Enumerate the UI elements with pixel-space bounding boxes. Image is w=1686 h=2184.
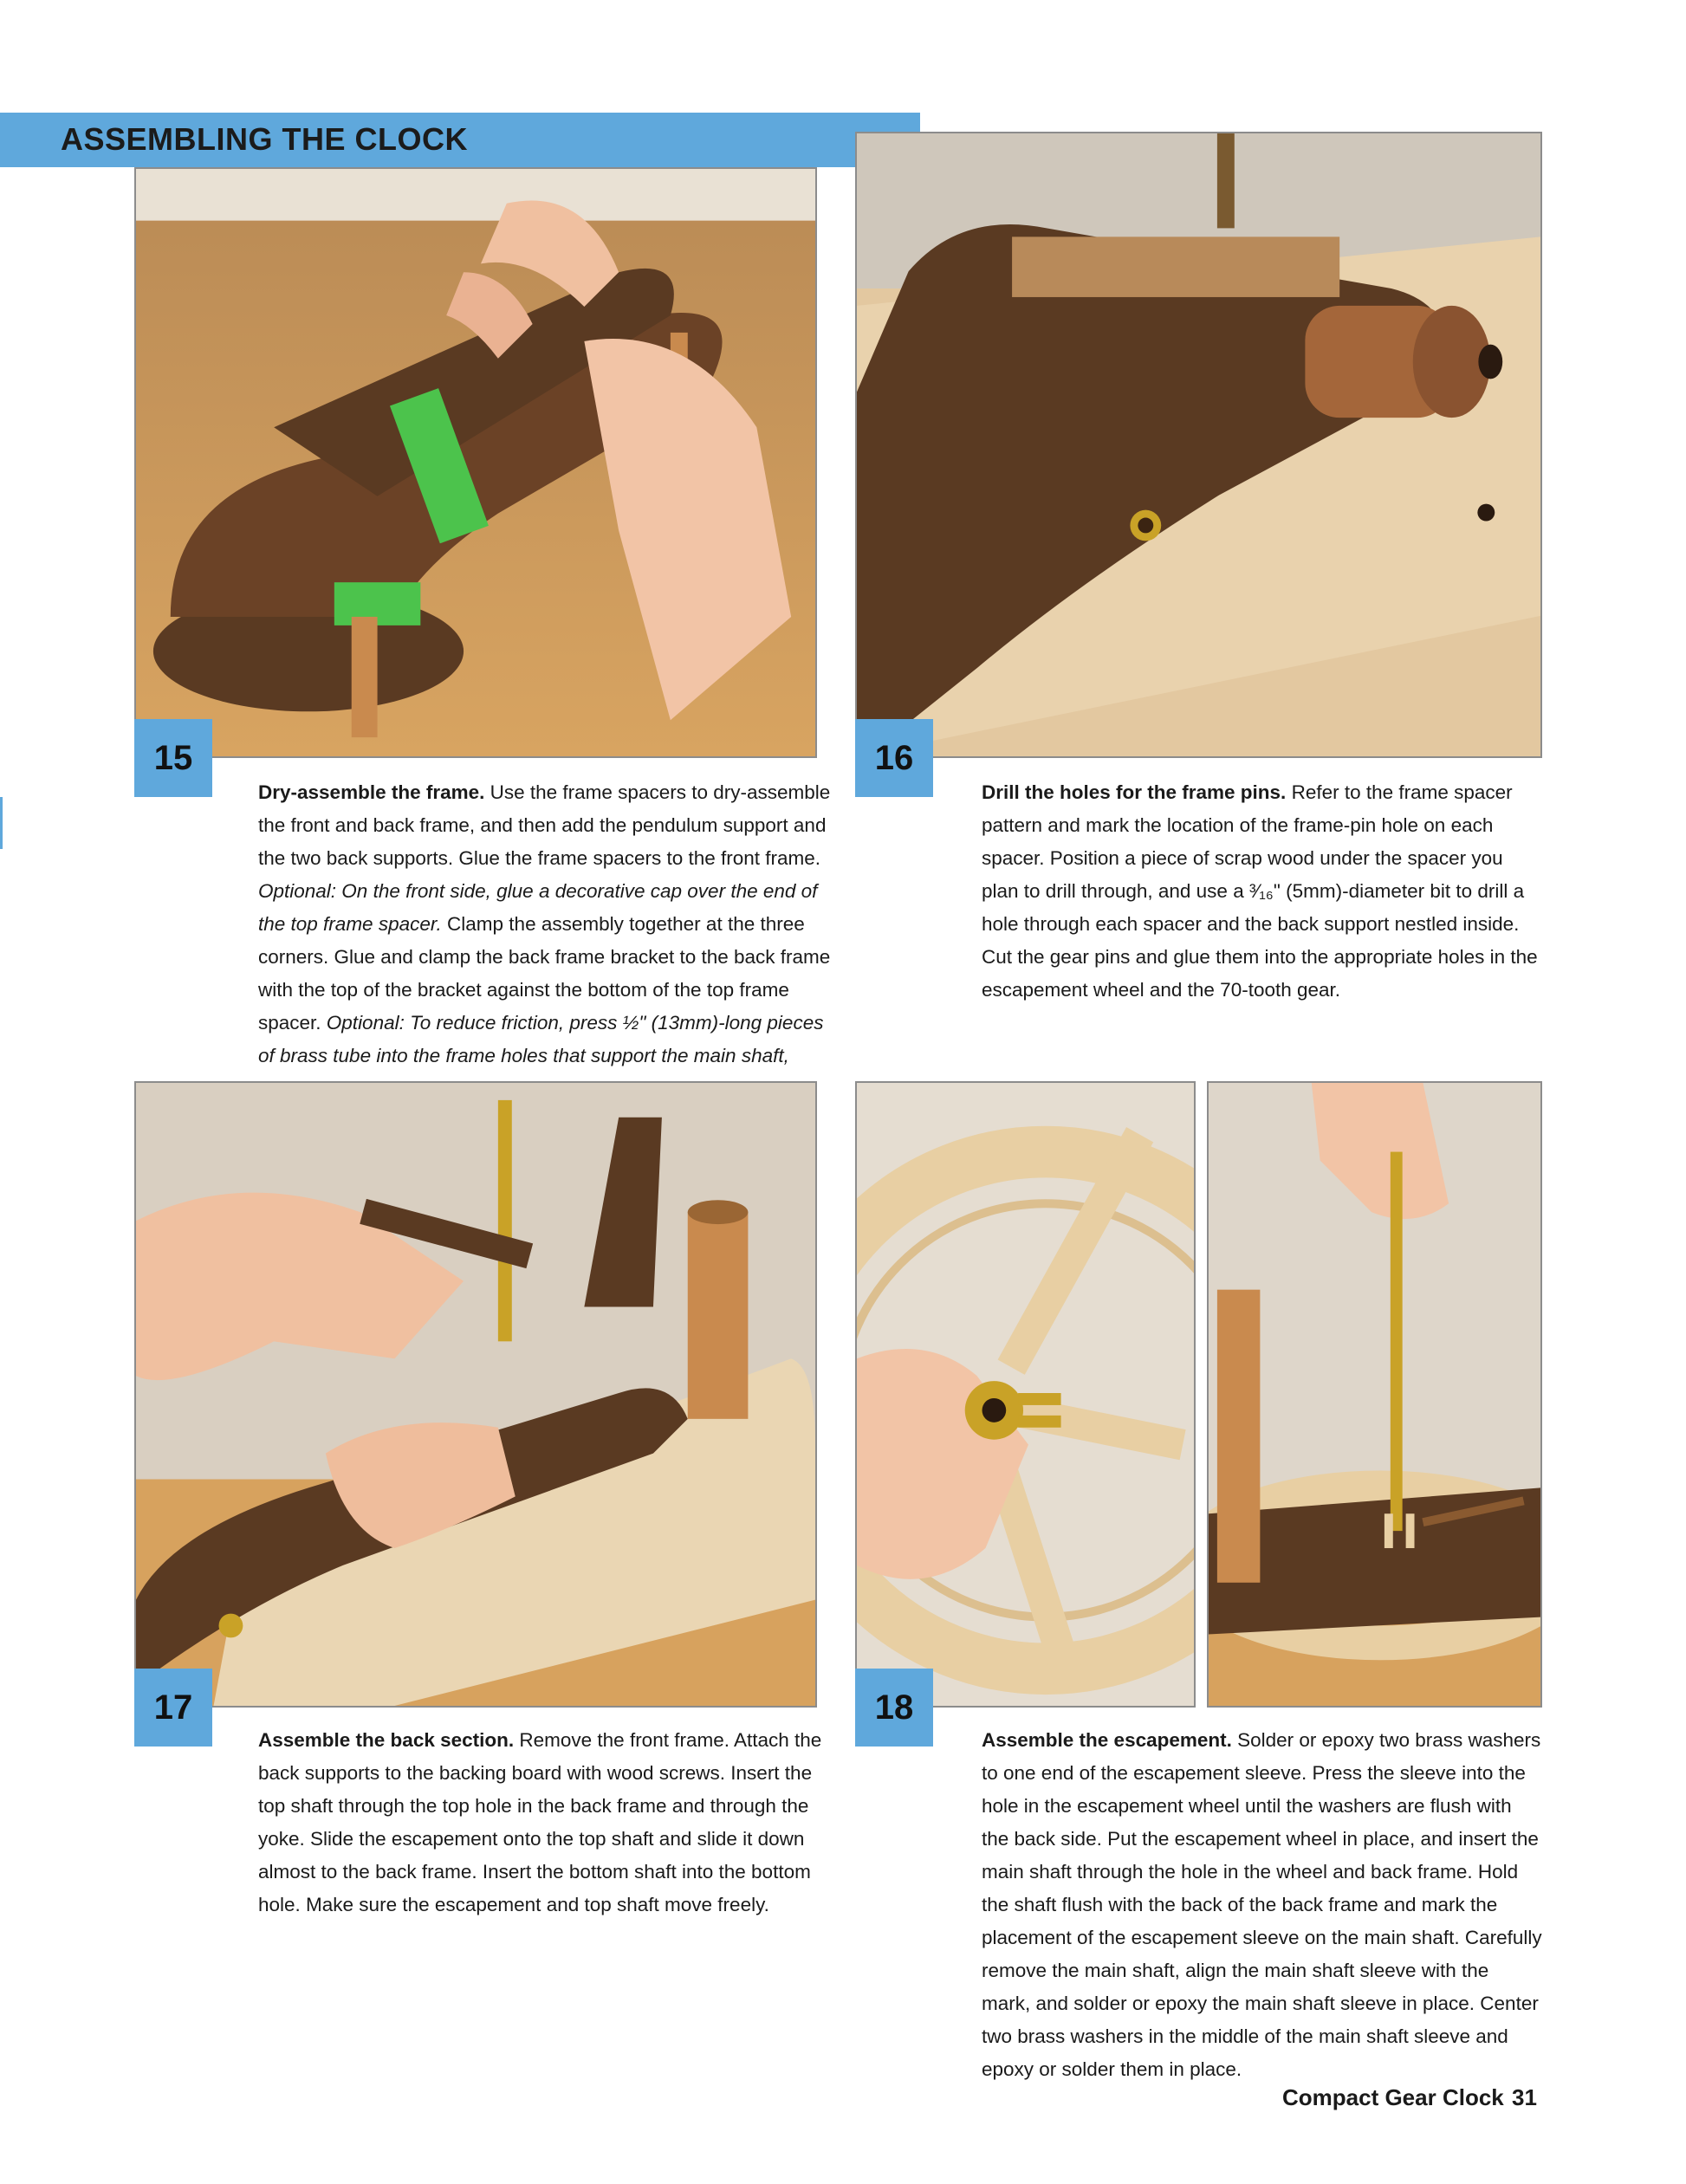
footer-page-number: 31 (1512, 2084, 1537, 2110)
escapement-shaft-photo-icon (1209, 1083, 1540, 1706)
step-17-badge: 17 (134, 1669, 212, 1747)
back-section-assembly-photo-icon (136, 1083, 815, 1706)
step-18-badge: 18 (855, 1669, 933, 1747)
step-15-heading: Dry-assemble the frame. (258, 781, 485, 803)
step-16-photo (855, 132, 1542, 758)
step-15-caption: Dry-assemble the frame. Use the frame spacers to dry-assemble the front and back frame, and then add the pendulum support and the two back supports. Glue the frame spacers to the front frame. Optional: On the front side, glue a decorative cap over the end of the top frame spacer. Clamp the assembly together at the three corners. Glue and clamp the back frame bracket to the back frame with the top of the bracket against the bottom of the top frame spacer. Optional: To reduce friction, press ½" (13mm)-long pieces of brass tube into the frame holes that support the main shaft, (258, 781, 831, 1066)
edge-marker (0, 797, 3, 849)
footer-book-title: Compact Gear Clock (1282, 2084, 1504, 2110)
frame-dry-assembly-photo-icon (136, 169, 815, 756)
step-15-photo (134, 167, 817, 758)
drill-frame-pins-photo-icon (857, 133, 1540, 756)
step-18-heading: Assemble the escapement. (982, 1729, 1232, 1751)
step-16-heading: Drill the holes for the frame pins. (982, 781, 1287, 803)
step-18-caption: Assemble the escapement. Solder or epoxy two brass washers to one end of the escapement sleeve. Press the sleeve into the hole in the escapement wheel until the washers are flush with the back side. Put the escapement wheel in place, and insert the main shaft through the hole in the wheel and back frame. Hold the shaft flush with the back of the back frame and mark the placement of the escapement sleeve on the main shaft. Carefully remove the main shaft, align the main shaft sleeve with the mark, and solder or epoxy the main shaft sleeve in place. Center two brass washers in the middle of the main shaft sleeve and epoxy or solder them in place. (982, 1729, 1542, 2080)
step-17-heading: Assemble the back section. (258, 1729, 515, 1751)
step-15-badge: 15 (134, 719, 212, 797)
step-18-photo-left (855, 1081, 1196, 1708)
step-18-photo-right (1207, 1081, 1542, 1708)
escapement-washers-photo-icon (857, 1083, 1194, 1706)
step-16-caption: Drill the holes for the frame pins. Refer to the frame spacer pattern and mark the location of the frame-pin hole on each spacer. Position a piece of scrap wood under the spacer you plan to drill through, and use a ³⁄₁₆" (5mm)-diameter bit to drill a hole through each spacer and the back support nestled inside. Cut the gear pins and glue them into the appropriate holes in the escapement wheel and the 70-tooth gear. (982, 781, 1538, 1001)
page-title: ASSEMBLING THE CLOCK (61, 121, 469, 157)
step-17-photo (134, 1081, 817, 1708)
step-17-caption: Assemble the back section. Remove the front frame. Attach the back supports to the backing board with wood screws. Insert the top shaft through the top hole in the back frame and through the yoke. Slide the escapement onto the top shaft and slide it down almost to the back frame. Insert the bottom shaft into the bottom hole. Make sure the escapement and top shaft move freely. (258, 1729, 822, 1915)
step-16-badge: 16 (855, 719, 933, 797)
